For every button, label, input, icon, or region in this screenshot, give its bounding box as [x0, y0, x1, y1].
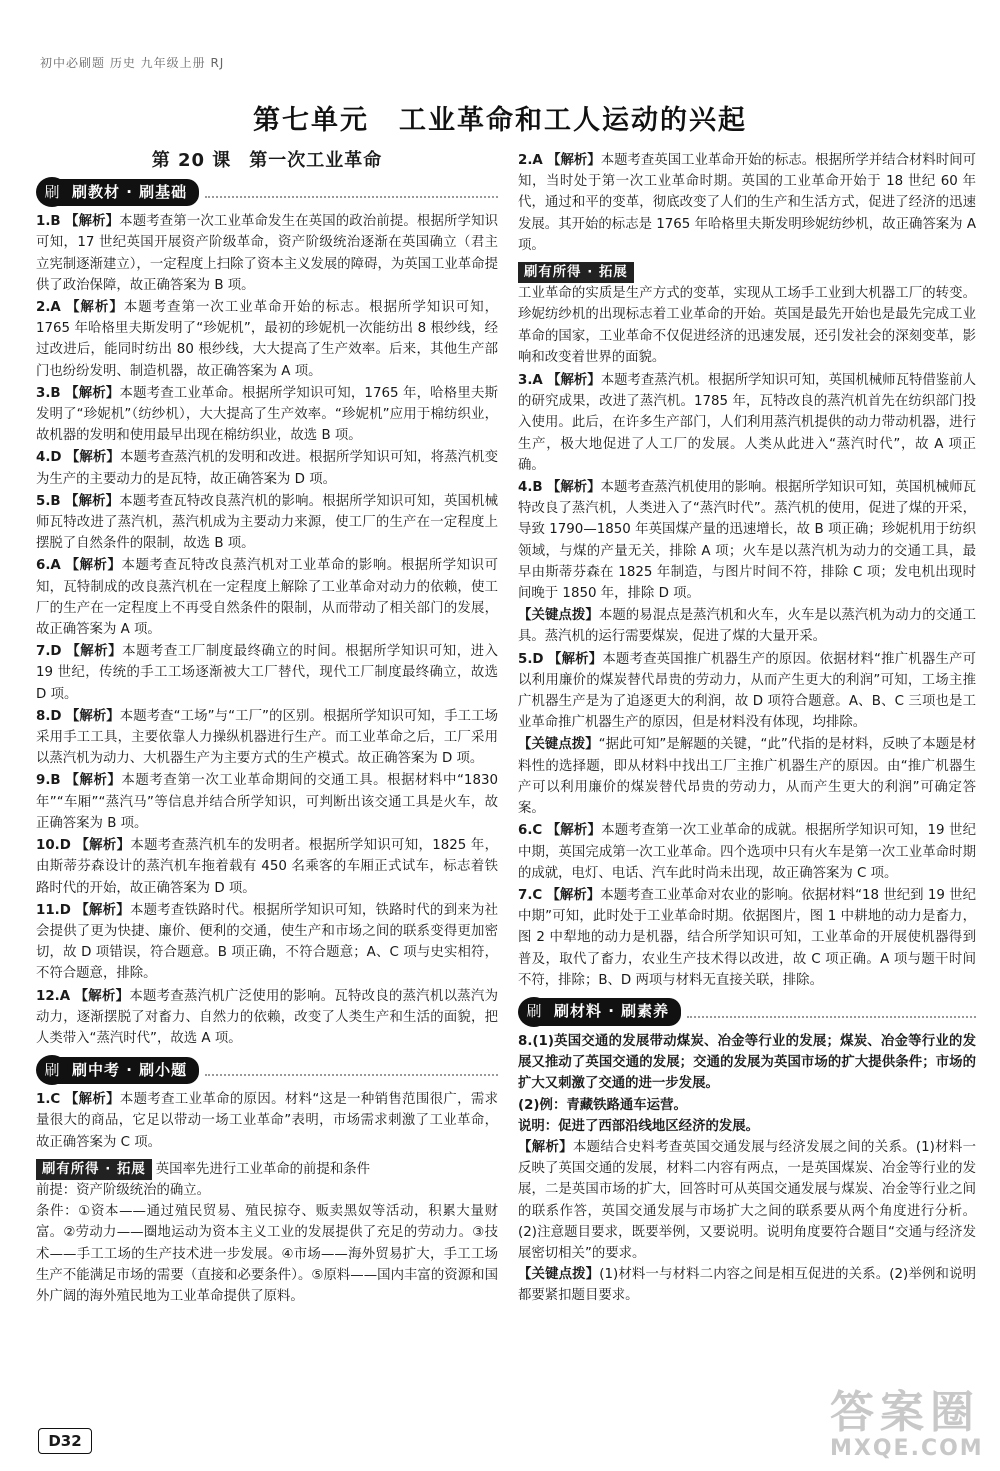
analysis-tag: 【解析】 — [546, 823, 602, 839]
question-answer: B — [50, 214, 61, 230]
key-tip-text: (1)材料一与材料二内容之间是相互促进的关系。(2)举例和说明都要紧扣题目要求。 — [518, 1267, 977, 1304]
analysis-tag: 【解析】 — [547, 373, 601, 389]
analysis-tag: 【解析】 — [75, 902, 130, 918]
question-item — [36, 986, 498, 1050]
question-text: 本题考查英国推广机器生产的原因。依据材料“推广机器生产可以利用廉价的煤炭替代昂贵的劳动力，从而产生更大的利润”可知，工场主推广机器生产是为了追逐更大的利润，故 D 项符合题意。A、B、C 三项也是工业革命推广机器生产的原因，但是材料没有体现，均排除。 — [518, 651, 977, 731]
extension-box — [36, 1159, 498, 1307]
question-text: 本题考查工业革命的原因。材料“这是一种销售范围很广，需求量很大的商品，它足以带动一场工业革命”表明，市场需求刺激了工业革命，故正确答案为 C 项。 — [36, 1092, 499, 1150]
question-item — [36, 835, 498, 899]
question-item — [36, 491, 498, 555]
analysis-tag: 【解析】 — [74, 988, 130, 1004]
question-number: 5. — [36, 493, 51, 509]
question-text: 本题考查蒸汽机使用的影响。根据所学知识可知，英国机械师瓦特改良了蒸汽机，人类进入了“蒸汽时代”。蒸汽机的使用，促进了煤的开采，导致 1790—1850 年英国煤产量的迅速增长，故 B 项正确；珍妮机用于纺织领域，与煤的产量无关，排除 A 项；火车是以蒸汽机为动力的交通工具，最早由斯蒂芬森在 1825 年制造，与图片时间不符，排除 C 项；发电机出现时间晚于 1850 年，排除 D 项。 — [518, 480, 976, 602]
question-answer: D — [50, 450, 62, 466]
analysis-tag: 【解析】 — [65, 708, 120, 724]
question-answer: D — [59, 838, 71, 854]
key-tip-text: 本题的易混点是蒸汽机和火车，火车是以蒸汽机为动力的交通工具。蒸汽机的运行需要煤炭，促进了煤的大量开采。 — [518, 608, 977, 645]
analysis-tag: 【解析】 — [547, 153, 601, 168]
question-number: 7. — [36, 644, 51, 660]
question-item — [36, 297, 498, 382]
question-item — [36, 900, 498, 985]
extension-label: 刷有所得 · 拓展 — [36, 1159, 152, 1180]
question-number: 3. — [36, 385, 51, 401]
key-tip-tag: 【关键点拨】 — [518, 737, 599, 753]
question-text: 本题考查第一次工业革命发生在英国的政治前提。根据所学知识可知，17 世纪英国开展资产阶级革命，资产阶级统治逐渐在英国确立（君主立宪制逐渐建立），一定程度上扫除了资本主义发展的障碍，为英国工业革命提供了政治保障，故正确答案为 B 项。 — [36, 214, 498, 293]
question-number: 6. — [36, 558, 51, 574]
question-number: 11. — [36, 902, 60, 918]
question-number: 3. — [518, 373, 533, 389]
question-item — [36, 706, 498, 770]
extension-title: 英国率先进行工业革命的前提和条件 — [155, 1161, 371, 1177]
question-number: 7. — [518, 887, 533, 903]
analysis-tag: 【解析】 — [546, 887, 601, 903]
book-icon: 刷 — [36, 177, 68, 207]
question-answer: C — [532, 823, 543, 839]
right-column — [518, 150, 976, 1307]
question-text: 本题考查第一次工业革命的成就。根据所学知识可知，19 世纪中期，英国完成第一次工业革命。四个选项中只有火车是第一次工业革命时期的成就，电灯、电话、汽车此时尚未出现，故正确答案为 C 项。 — [518, 823, 976, 881]
question-text: 本题考查工业革命对农业的影响。依据材料“18 世纪到 19 世纪中期”可知，此时处于工业革命时期。依据图片，图 1 中耕地的动力是畜力，图 2 中犁地的动力是机器，结合所学知识可知，工业革命的开展使机器得到普及，取代了畜力，农业生产技术得以改进，故 C 项正确。A 项与题干时间不符，排除；B、D 两项与材料无直接关联，排除。 — [518, 887, 976, 988]
question-text: 本题考查第一次工业革命开始的标志。根据所学知识可知，1765 年哈格里夫斯发明了“珍妮机”，最初的珍妮机一次能纺出 8 根纱线，经过改进后，能同时纺出 80 根纱线，大大提高了生产效率。后来，其他生产部门也纷纷发明、制造机器，故正确答案为 A 项。 — [36, 300, 499, 379]
question-answer: C — [50, 1092, 61, 1108]
question-number: 10. — [36, 838, 60, 854]
analysis-tag: 【解析】 — [518, 1139, 573, 1155]
question-text: 本题考查铁路时代。根据所学知识可知，铁路时代的到来为社会提供了更为快捷、廉价、便利的交通，使生产和市场之间的联系变得更加密切，故 D 项错误，符合题意。B 项正确，不符合题意；A、C 项与史实相符，不符合题意，排除。 — [36, 902, 499, 982]
question-number: 8. — [36, 708, 51, 724]
banner-label: 刷材料 · 刷素养 — [538, 998, 681, 1025]
question-item — [36, 383, 498, 447]
question-number: 4. — [36, 450, 51, 466]
key-tip-text: “据此可知”是解题的关键，“此”代指的是材料，反映了本题是材料性的选择题，即从材料中找出工厂主推广机器生产的原因。由“推广机器生产可以利用廉价的煤炭替代昂贵的劳动力，从而产生更大的利润”可确定答案。 — [518, 737, 977, 817]
question-number: 4. — [518, 480, 533, 496]
dotted-divider — [205, 1064, 498, 1076]
left-column — [36, 150, 498, 1309]
question-item — [518, 150, 976, 256]
unit-number: 第七单元 — [253, 105, 369, 136]
question-text: 本题考查“工场”与“工厂”的区别。根据所学知识可知，手工工场采用手工工具，主要依靠人力操纵机器进行生产。而工业革命之后，工厂采用以蒸汽机为动力、大机器生产为主要方式的生产模式。故正确答案为 D 项。 — [36, 708, 499, 767]
analysis-tag: 【解析】 — [65, 493, 120, 509]
key-tip — [518, 734, 976, 819]
analysis-tag: 【解析】 — [64, 1092, 120, 1108]
dotted-divider — [687, 1006, 976, 1018]
dotted-divider — [205, 186, 498, 198]
question-answer: A — [59, 988, 71, 1004]
analysis-tag: 【解析】 — [65, 385, 120, 401]
analysis-tag: 【解析】 — [65, 450, 120, 466]
question-answer: A — [532, 153, 543, 168]
question-list — [36, 211, 498, 1049]
banner-label: 刷中考 · 刷小题 — [56, 1057, 199, 1084]
question-list — [518, 370, 976, 991]
question-number: 9. — [36, 773, 51, 789]
analysis-text: 本题结合史料考查英国交通发展与经济发展之间的关系。(1)材料一反映了英国交通的发展，材料二内容有两点，一是英国煤炭、冶金等行业的发展，二是英国市场的扩大，回答时可从英国交通发展与煤炭、冶金等行业之间的联系作答，英国交通发展与市场扩大之间的联系要从两个角度进行分析。(2)注意题目要求，既要举例，又要说明。说明角度要符合题目“交通与经济发展密切相关”的要求。 — [518, 1139, 977, 1261]
analysis-tag: 【解析】 — [75, 838, 131, 854]
question-text: 本题考查第一次工业革命期间的交通工具。根据材料中“1830 年”“车厢”“蒸汽马”等信息并结合所学知识，可判断出该交通工具是火车，故正确答案为 B 项。 — [36, 773, 499, 831]
lesson-number: 第 20 课 — [151, 150, 232, 171]
question-answer: D — [50, 644, 62, 660]
analysis-tag: 【解析】 — [546, 480, 601, 496]
question-item — [36, 555, 498, 640]
analysis-tag: 【解析】 — [65, 214, 120, 230]
extension-label: 刷有所得 · 拓展 — [518, 262, 634, 283]
question-answer: A — [50, 300, 61, 316]
question-number: 12. — [36, 988, 60, 1004]
question-item — [518, 477, 976, 604]
unit-title — [0, 98, 1000, 137]
question-text: 本题考查工业革命。根据所学知识可知，1765 年，哈格里夫斯发明了“珍妮机”（纺纱机），大大提高了生产效率。“珍妮机”应用于棉纺织业，故机器的发明和使用最早出现在棉纺织业，故选 B 项。 — [36, 385, 498, 444]
question-text: 本题考查瓦特改良蒸汽机对工业革命的影响。根据所学知识可知，瓦特制成的改良蒸汽机在一定程度上解除了工业革命对动力的依赖，使工厂的生产在一定程度上不再受自然条件的限制，从而带动了相关部门的发展，故正确答案为 A 项。 — [36, 558, 499, 638]
question-text: 本题考查蒸汽机的发明和改进。根据所学知识可知，将蒸汽机变为生产的主要动力的是瓦特，故正确答案为 D 项。 — [36, 450, 498, 487]
section-banner-basic — [36, 177, 498, 207]
question-item — [518, 370, 976, 476]
question-item — [518, 649, 976, 734]
page-number: D32 — [38, 1428, 92, 1454]
question-answer: A — [50, 558, 61, 574]
answer-explanation: 说明：促进了西部沿线地区经济的发展。 — [518, 1118, 760, 1134]
watermark-url: MXQE.COM — [830, 1436, 984, 1461]
question-number: 2. — [36, 300, 51, 316]
question-text: 本题考查工厂制度最终确立的时间。根据所学知识可知，进入 19 世纪，传统的手工工场逐渐被大工厂替代，现代工厂制度最终确立，故选 D 项。 — [36, 644, 499, 702]
question-list — [36, 1089, 498, 1153]
analysis-tag: 【解析】 — [547, 651, 603, 667]
analysis-tag: 【解析】 — [66, 644, 123, 660]
book-icon: 刷 — [36, 1055, 68, 1085]
question-answer: A — [532, 373, 543, 389]
book-icon: 刷 — [518, 997, 550, 1027]
question-answer: B — [50, 385, 61, 401]
question-number: 2. — [518, 153, 533, 168]
question-item — [36, 770, 498, 834]
question-number: 5. — [518, 651, 533, 667]
key-tip — [518, 605, 976, 647]
question-text: 本题考查瓦特改良蒸汽机的影响。根据所学知识可知，英国机械师瓦特改进了蒸汽机，蒸汽机成为主要动力来源，使工厂的生产在一定程度上摆脱了自然条件的限制，故选 B 项。 — [36, 493, 498, 552]
question-item — [518, 820, 976, 884]
banner-label: 刷教材 · 刷基础 — [56, 179, 199, 206]
question-number: 6. — [518, 823, 533, 839]
question-text: 本题考查蒸汽机。根据所学知识可知，英国机械师瓦特借鉴前人的研究成果，改进了蒸汽机。1785 年，瓦特改良的蒸汽机首先在纺织部门投入使用。此后，在许多生产部门，人们利用蒸汽机提供的动力带动机器，进行生产，极大地促进了人工厂的发展。人类从此进入“蒸汽时代”，故 A 项正确。 — [518, 373, 977, 473]
watermark-logo: 答案圈 — [830, 1387, 980, 1438]
question-answer: B — [532, 480, 543, 496]
question-answer: D — [532, 651, 544, 667]
section-banner-exam — [36, 1055, 498, 1085]
key-tip-tag: 【关键点拨】 — [518, 1267, 600, 1283]
analysis-tag: 【解析】 — [65, 773, 122, 789]
lesson-title — [36, 150, 498, 171]
question-item — [36, 1089, 498, 1153]
question-text: 本题考查蒸汽机车的发明者。根据所学知识可知，1825 年，由斯蒂芬森设计的蒸汽机车拖着载有 450 名乘客的车厢正式试车，标志着铁路时代的开始，故正确答案为 D 项。 — [36, 838, 498, 896]
question-answer: B — [50, 493, 61, 509]
analysis-tag: 【解析】 — [65, 558, 122, 574]
question-item — [36, 211, 498, 296]
question-item — [36, 641, 498, 705]
question-answer: C — [532, 887, 543, 903]
material-question — [518, 1031, 976, 1307]
extension-line: 前提：资产阶级统治的确立。 — [36, 1182, 211, 1198]
answer-part-2: (2)例：青藏铁路通车运营。 — [518, 1097, 687, 1113]
question-answer: D — [50, 708, 62, 724]
question-item — [36, 447, 498, 489]
analysis-tag: 【解析】 — [66, 300, 124, 316]
extension-box — [518, 262, 976, 368]
question-number: 8. — [518, 1033, 533, 1049]
section-banner-material — [518, 997, 976, 1027]
question-number: 1. — [36, 214, 51, 230]
answer-part-1: (1)英国交通的发展带动煤炭、冶金等行业的发展；煤炭、冶金等行业的发展又推动了英国交通的发展；交通的发展为英国市场的扩大提供条件；市场的扩大又刺激了交通的进一步发展。 — [518, 1033, 976, 1092]
running-header: 初中必刷题 历史 九年级上册 RJ — [40, 56, 225, 70]
question-item — [518, 885, 976, 991]
extension-line: 条件：①资本——通过殖民贸易、殖民掠夺、贩卖黑奴等活动，积累大量财富。②劳动力——圈地运动为资本主义工业的发展提供了充足的劳动力。③技术——手工工场的生产技术进一步发展。④市场——海外贸易扩大，手工工场生产不能满足市场的需要（直接和必要条件）。⑤原料——国内丰富的资源和国外广阔的海外殖民地为工业革命提供了原料。 — [36, 1204, 498, 1304]
question-text: 本题考查蒸汽机广泛使用的影响。瓦特改良的蒸汽机以蒸汽为动力，逐渐摆脱了对畜力、自然力的依赖，改变了人类生产和生活的面貌，把人类带入“蒸汽时代”，故选 A 项。 — [36, 988, 498, 1046]
question-number: 1. — [36, 1092, 51, 1108]
watermark — [830, 1387, 984, 1461]
question-answer: D — [59, 902, 71, 918]
question-answer: B — [50, 773, 61, 789]
lesson-name: 第一次工业革命 — [249, 150, 383, 171]
question-text: 本题考查英国工业革命开始的标志。根据所学并结合材料时间可知，当时处于第一次工业革命时期。英国的工业革命开始于 18 世纪 60 年代，通过和平的变革，彻底改变了人们的生产和生活方式，促进了经济的迅速发展。其开始的标志是 1765 年哈格里夫斯发明珍妮纺纱机，故正确答案为 A 项。 — [518, 153, 977, 253]
extension-text: 工业革命的实质是生产方式的变革，实现从工场手工业到大机器工厂的转变。珍妮纺纱机的出现标志着工业革命的开始。英国是最先开始也是最先完成工业革命的国家，工业革命不仅促进经济的迅速发展，还引发社会的深刻变革，影响和改变着世界的面貌。 — [518, 286, 976, 365]
key-tip-tag: 【关键点拨】 — [518, 608, 599, 624]
unit-name: 工业革命和工人运动的兴起 — [399, 105, 747, 136]
